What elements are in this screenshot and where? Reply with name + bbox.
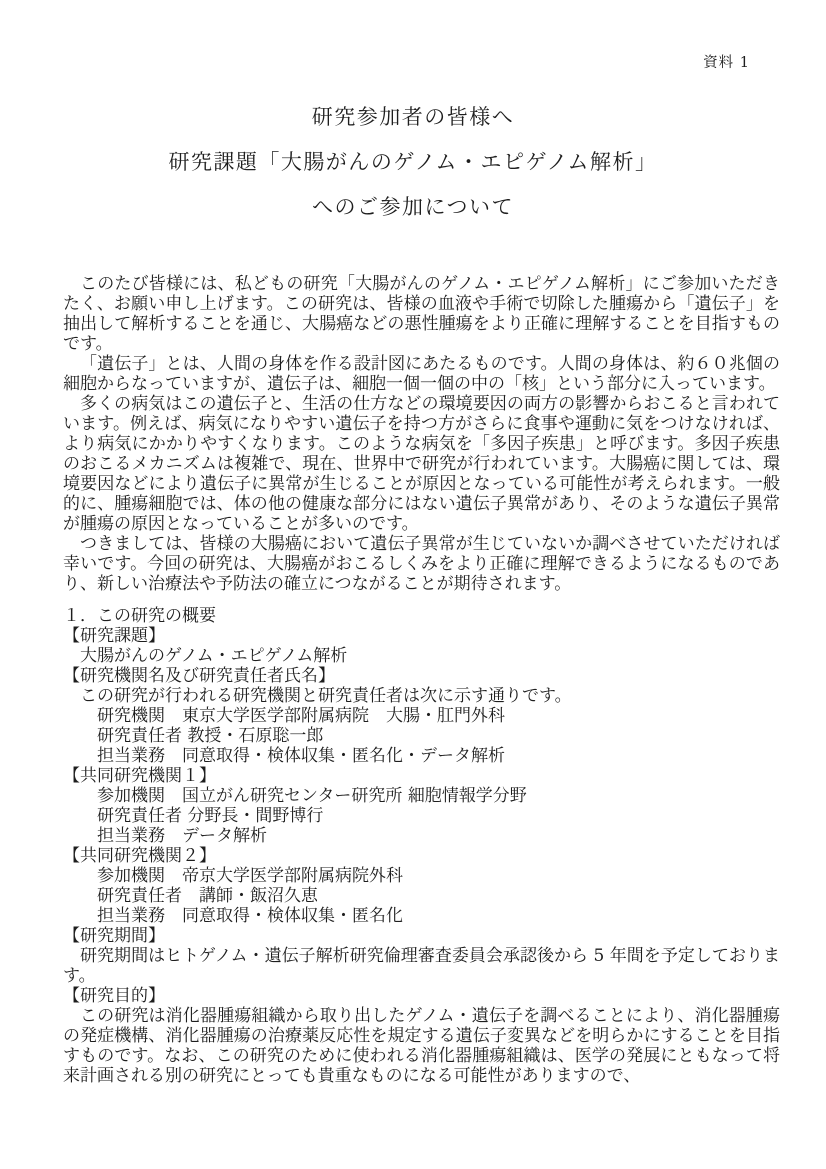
section-heading-overview: １．この研究の概要 <box>63 606 216 626</box>
intro-paragraph-1: このたび皆様には、私どもの研究「大腸がんのゲノム・エピゲノム解析」にご参加いただきたく、お願い申し上げます。この研究は、皆様の血液や手術で切除した腫瘍から「遺伝子」を抽出して解析することを通じ、大腸癌などの悪性腫瘍をより正確に理解することを目指すものです。 <box>63 274 780 354</box>
value-research-title: 大腸がんのゲノム・エピゲノム解析 <box>80 646 348 666</box>
main-institution-pi: 研究責任者 教授・石原聡一郎 <box>97 726 324 746</box>
label-research-purpose: 【研究目的】 <box>63 986 165 1006</box>
label-institutions: 【研究機関名及び研究責任者氏名】 <box>63 666 335 686</box>
title-block <box>0 106 826 241</box>
doc-title-line-2: 研究課題「大腸がんのゲノム・エピゲノム解析」 <box>168 150 658 174</box>
main-institution-duties: 担当業務 同意取得・検体収集・匿名化・データ解析 <box>97 746 505 766</box>
collab2-pi: 研究責任者 講師・飯沼久恵 <box>97 886 318 906</box>
label-collab-institution-2: 【共同研究機関２】 <box>63 846 216 866</box>
collab1-name: 参加機関 国立がん研究センター研究所 細胞情報学分野 <box>97 786 527 806</box>
label-collab-institution-1: 【共同研究機関１】 <box>63 766 216 786</box>
intro-paragraph-4: つきましては、皆様の大腸癌において遺伝子異常が生じていないか調べさせていただければ幸いです。今回の研究は、大腸癌がおこるしくみをより正確に理解できるようになるものであり、新しい治療法や予防法の確立につながることが期待されます。 <box>63 534 780 594</box>
intro-paragraph-2: 「遺伝子」とは、人間の身体を作る設計図にあたるものです。人間の身体は、約６０兆個の細胞からなっていますが、遺伝子は、細胞一個一個の中の「核」という部分に入っています。 <box>63 354 780 394</box>
main-institution-name: 研究機関 東京大学医学部附属病院 大腸・肛門外科 <box>97 706 505 726</box>
document-body <box>63 274 780 1086</box>
label-research-title: 【研究課題】 <box>63 626 165 646</box>
doc-ref-label: 資料 1 <box>703 55 750 71</box>
research-period-body: 研究期間はヒトゲノム・遺伝子解析研究倫理審査委員会承認後から 5 年間を予定しております。 <box>63 946 780 986</box>
collab2-name: 参加機関 帝京大学医学部附属病院外科 <box>97 866 403 886</box>
doc-title-line-3: へのご参加について <box>311 195 515 219</box>
doc-title-line-1: 研究参加者の皆様へ <box>311 105 515 129</box>
collab2-duties: 担当業務 同意取得・検体収集・匿名化 <box>97 906 403 926</box>
intro-paragraph-3: 多くの病気はこの遺伝子と、生活の仕方などの環境要因の両方の影響からおこると言われています。例えば、病気になりやすい遺伝子を持つ方がさらに食事や運動に気をつけなければ、より病気にかかりやすくなります。このような病気を「多因子疾患」と呼びます。多因子疾患のおこるメカニズムは複雑で、現在、世界中で研究が行われています。大腸癌に関しては、環境要因などにより遺伝子に異常が生じることが原因となっている可能性が考えられます。一般的に、腫瘍細胞では、体の他の健康な部分にはない遺伝子異常があり、そのような遺伝子異常が腫瘍の原因となっていることが多いのです。 <box>63 394 780 534</box>
collab1-pi: 研究責任者 分野長・間野博行 <box>97 806 324 826</box>
research-purpose-body: この研究は消化器腫瘍組織から取り出したゲノム・遺伝子を調べることにより、消化器腫瘍の発症機構、消化器腫瘍の治療薬反応性を規定する遺伝子変異などを明らかにすることを目指すものです。なお、この研究のために使われる消化器腫瘍組織は、医学の発展にともなって将来計画される別の研究にとっても貴重なものになる可能性がありますので、 <box>63 1006 780 1086</box>
label-research-period: 【研究期間】 <box>63 926 165 946</box>
collab1-duties: 担当業務 データ解析 <box>97 826 267 846</box>
institutions-intro: この研究が行われる研究機関と研究責任者は次に示す通りです。 <box>80 686 572 706</box>
